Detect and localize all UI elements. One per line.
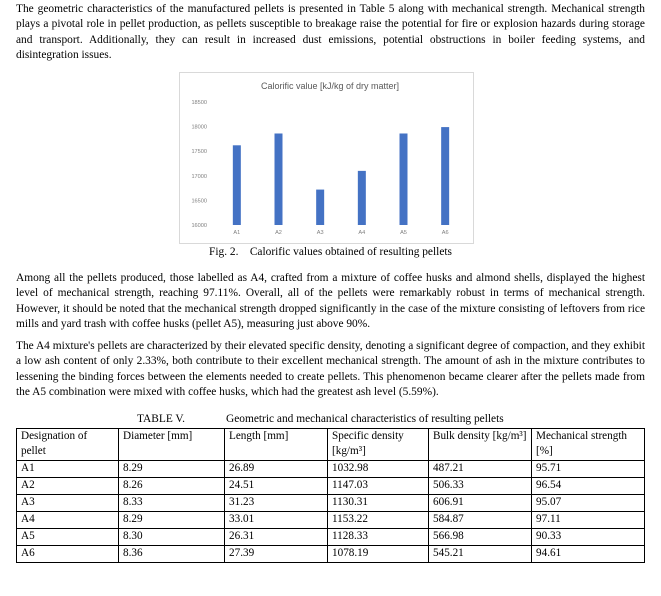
cell-specific-density: 1078.19 <box>328 546 429 563</box>
cell-length: 31.23 <box>225 495 328 512</box>
pellet-characteristics-table <box>16 428 645 563</box>
bar-a6 <box>441 127 449 225</box>
cell-mechanical-strength: 90.33 <box>532 529 645 546</box>
table-row <box>17 546 645 563</box>
cell-designation: A4 <box>17 512 119 529</box>
cell-bulk-density: 506.33 <box>429 478 532 495</box>
y-tick-label: 16000 <box>191 223 207 229</box>
cell-specific-density: 1153.22 <box>328 512 429 529</box>
cell-diameter: 8.29 <box>119 461 225 478</box>
cell-length: 26.89 <box>225 461 328 478</box>
y-tick-label: 17000 <box>191 173 207 180</box>
bar-a2 <box>275 133 283 225</box>
discussion-paragraph: The A4 mixture's pellets are characterized by their elevated specific density, denoting a significant degree of compaction, and they exhibit a low ash content of only 2.33%, both contribute to their excellent mechanical strength. The amount of ash in the mixture contributes to lessening the binding forces between the elements needed to create pellets. This phenomenon became clearer after the pellets made from the A5 combination were mixed with coffee husks, which had the greatest ash level (5.59%). <box>16 340 645 399</box>
cell-diameter: 8.36 <box>119 546 225 563</box>
x-tick-label: A4 <box>358 230 366 236</box>
cell-length: 27.39 <box>225 546 328 563</box>
cell-mechanical-strength: 97.11 <box>532 512 645 529</box>
cell-bulk-density: 545.21 <box>429 546 532 563</box>
cell-specific-density: 1128.33 <box>328 529 429 546</box>
y-tick-label: 16500 <box>191 198 207 205</box>
header-bulk-density: Bulk density [kg/m³] <box>429 429 532 461</box>
x-tick-label: A6 <box>441 230 449 236</box>
bar-series <box>233 127 449 225</box>
cell-designation: A5 <box>17 529 119 546</box>
table-row <box>17 529 645 546</box>
bar-a1 <box>233 145 241 225</box>
x-axis-ticks <box>233 230 448 236</box>
cell-diameter: 8.29 <box>119 512 225 529</box>
bar-a3 <box>316 190 324 225</box>
table-row <box>17 512 645 529</box>
chart-canvas <box>180 73 473 243</box>
header-mechanical-strength: Mechanical strength [%] <box>532 429 645 461</box>
header-specific-density: Specific density [kg/m³] <box>328 429 429 461</box>
cell-specific-density: 1147.03 <box>328 478 429 495</box>
y-tick-label: 18000 <box>191 124 207 131</box>
cell-designation: A6 <box>17 546 119 563</box>
y-tick-label: 18500 <box>191 100 207 106</box>
cell-mechanical-strength: 95.07 <box>532 495 645 512</box>
y-axis-ticks <box>191 100 207 229</box>
cell-bulk-density: 487.21 <box>429 461 532 478</box>
chart-title: Calorific value [kJ/kg of dry matter] <box>260 81 400 91</box>
cell-length: 24.51 <box>225 478 328 495</box>
x-tick-label: A3 <box>316 230 324 236</box>
cell-length: 33.01 <box>225 512 328 529</box>
cell-bulk-density: 584.87 <box>429 512 532 529</box>
intro-paragraph: The geometric characteristics of the manufactured pellets is presented in Table 5 along with mechanical strength. Mechanical strength plays a pivotal role in pellet production, as pellets susceptible to breakage raise the potential for fire or explosion hazards during storage and transport. Additionally, they can result in increased dust emissions, potential obstructions in boiler feeding systems, and disintegration issues. <box>16 3 645 62</box>
y-tick-label: 17500 <box>191 149 207 156</box>
x-tick-label: A5 <box>400 230 407 236</box>
cell-bulk-density: 606.91 <box>429 495 532 512</box>
cell-mechanical-strength: 95.71 <box>532 461 645 478</box>
results-paragraph: Among all the pellets produced, those labelled as A4, crafted from a mixture of coffee husks and almond shells, displayed the highest level of mechanical strength, reaching 97.11%. Overall, all of the pellets were remarkably robust in terms of mechanical strength. However, it should be noted that the mechanical strength dropped significantly in the case of the mixture consisting of leftovers from rice mills and yard trash with coffee husks (pellet A5), measuring just above 90%. <box>16 272 645 331</box>
table-title: Geometric and mechanical characteristics of resulting pellets <box>226 413 504 425</box>
cell-specific-density: 1130.31 <box>328 495 429 512</box>
table-row <box>17 461 645 478</box>
cell-length: 26.31 <box>225 529 328 546</box>
header-length: Length [mm] <box>225 429 328 461</box>
cell-designation: A3 <box>17 495 119 512</box>
cell-diameter: 8.26 <box>119 478 225 495</box>
cell-designation: A2 <box>17 478 119 495</box>
cell-diameter: 8.33 <box>119 495 225 512</box>
x-tick-label: A2 <box>275 230 282 236</box>
cell-designation: A1 <box>17 461 119 478</box>
x-tick-label: A1 <box>233 230 241 236</box>
table-row <box>17 478 645 495</box>
cell-mechanical-strength: 96.54 <box>532 478 645 495</box>
figure-caption: Fig. 2. Calorific values obtained of resulting pellets <box>209 246 452 258</box>
cell-diameter: 8.30 <box>119 529 225 546</box>
table-number: TABLE V. <box>137 413 186 425</box>
table-row <box>17 495 645 512</box>
table-header-row <box>17 429 645 461</box>
cell-specific-density: 1032.98 <box>328 461 429 478</box>
calorific-value-chart <box>179 72 474 244</box>
cell-bulk-density: 566.98 <box>429 529 532 546</box>
header-diameter: Diameter [mm] <box>119 429 225 461</box>
header-designation: Designation of pellet <box>17 429 119 461</box>
bar-a4 <box>358 171 366 225</box>
bar-a5 <box>400 133 408 225</box>
cell-mechanical-strength: 94.61 <box>532 546 645 563</box>
